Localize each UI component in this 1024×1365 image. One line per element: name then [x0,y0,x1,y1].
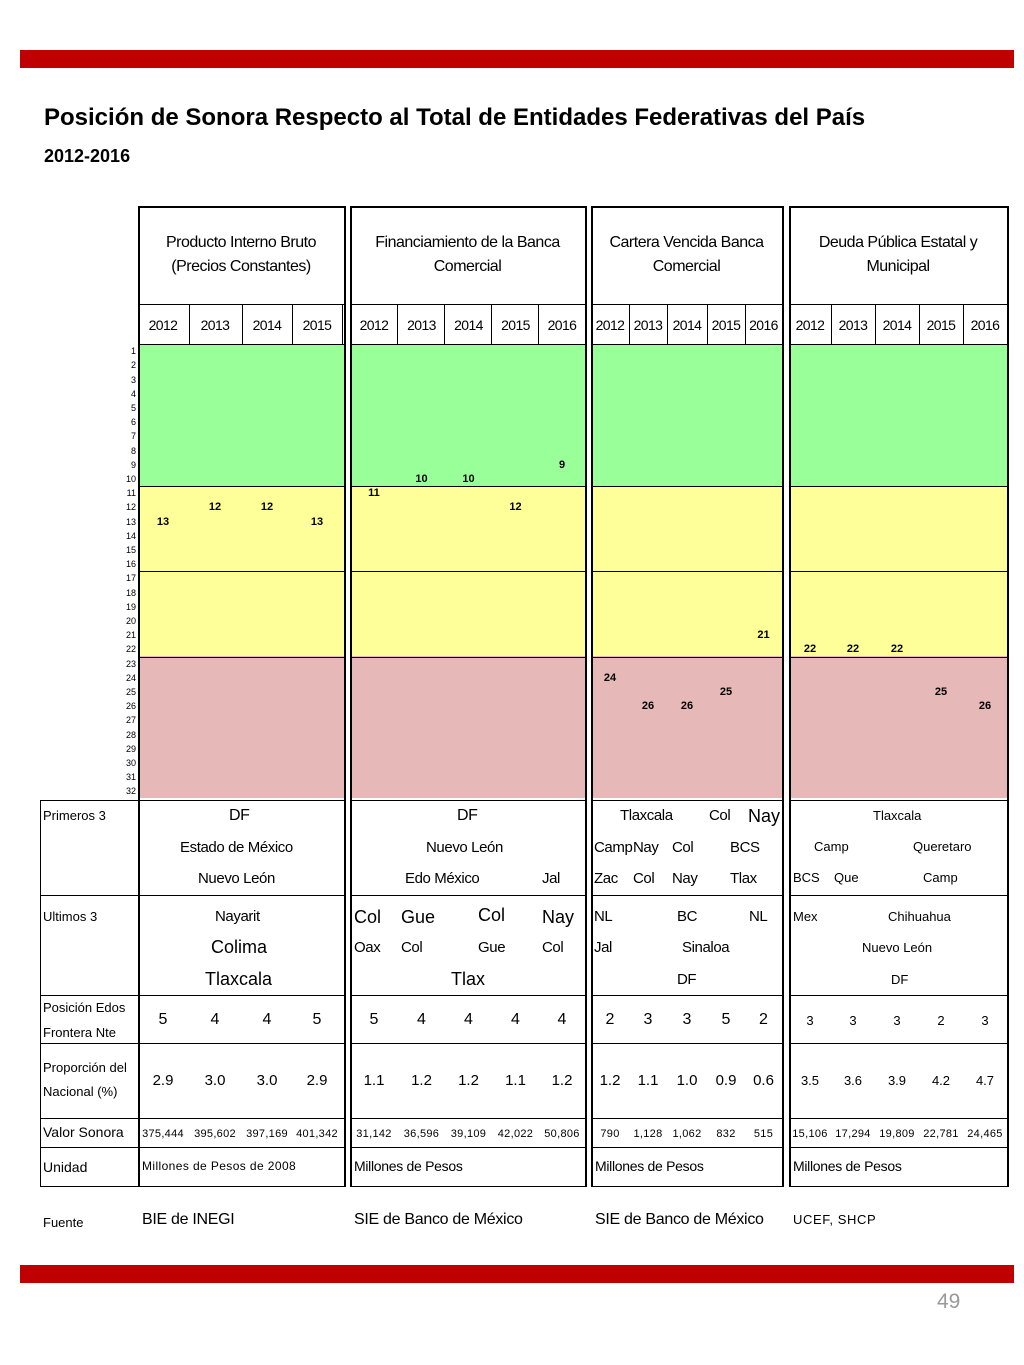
cart-ultimos-4: Jal [594,939,612,956]
cart-primeros-11: Tlax [730,870,757,887]
rank-axis-label: 14 [125,530,136,541]
cart-primeros-6: Col [672,839,694,856]
panel-top-border [591,206,782,208]
row-divider [350,1186,587,1187]
fin-ultimos-1: Col [354,907,382,927]
fin-rank-marker: 10 [415,472,428,485]
deuda-header-line-2: Municipal [866,258,930,275]
deuda-valor-value: 15,106 [792,1128,828,1140]
rank-axis-label: 20 [125,615,136,626]
panel-right-border [782,206,784,1186]
row-divider [138,995,346,996]
cart-year-2012: 2012 [595,317,625,333]
fin-primeros-1: DF [457,807,478,824]
cart-ultimos-2: BC [677,908,698,925]
pib-proporcion-value: 3.0 [256,1072,278,1089]
rank-axis-label: 30 [125,757,136,768]
cart-posicion-value: 2 [759,1011,768,1028]
deuda-primeros-5: Que [834,870,859,885]
rank-axis-label: 31 [125,772,136,783]
deuda-primeros-3: Queretaro [913,839,972,854]
pib-year-2015: 2015 [302,317,332,333]
row-label-ultimos: Ultimos 3 [43,909,98,924]
year-divider [342,304,343,344]
deuda-proporcion-value: 4.7 [975,1073,995,1088]
fin-valor-value: 39,109 [450,1128,487,1140]
deuda-rank-marker: 22 [846,643,860,656]
fin-header-line-2: Comercial [433,258,502,275]
cart-valor-value: 515 [753,1128,774,1140]
row-label-fuente: Fuente [43,1215,84,1230]
rank-axis-label: 2 [130,360,136,371]
rank-axis-label: 6 [130,417,136,428]
panel-left-border [789,206,791,1186]
cart-ultimos-1: NL [594,908,613,925]
row-divider [350,1118,587,1119]
rank-axis-label: 18 [125,587,136,598]
deuda-ultimos-1: Mex [793,909,818,924]
pib-year-2013: 2013 [200,317,230,333]
cart-primeros-7: BCS [730,839,760,856]
cart-posicion-value: 3 [643,1011,653,1028]
cart-ultimos-3: NL [749,908,768,925]
cart-primeros-9: Col [633,870,655,887]
fin-year-2013: 2013 [407,317,436,333]
fin-proporcion-value: 1.1 [505,1072,526,1089]
rank-band-green [138,344,344,486]
label-row-divider [40,1147,138,1148]
cart-valor-value: 790 [600,1128,620,1140]
fin-ultimos-9: Tlax [451,969,486,989]
cart-year-2013: 2013 [633,317,663,333]
row-divider [789,1147,1009,1148]
rank-axis-label: 25 [125,686,136,697]
panel-right-border [1007,206,1009,1186]
deuda-rank-marker: 22 [803,643,817,656]
fin-proporcion-value: 1.1 [363,1072,385,1089]
cart-unidad: Millones de Pesos [595,1158,704,1174]
label-row-divider [40,1186,138,1187]
fin-rank-marker: 12 [509,501,522,514]
year-row-border [591,304,782,305]
row-divider [350,800,587,801]
band-divider [350,571,585,572]
cart-proporcion-value: 1.1 [637,1072,659,1089]
row-label-valor: Valor Sonora [43,1124,124,1140]
fin-primeros-2: Nuevo León [426,839,503,856]
rank-axis-label: 19 [125,601,136,612]
year-row-bottom [350,344,585,345]
band-divider [138,486,344,487]
deuda-year-2016: 2016 [970,317,1000,333]
pib-proporcion-value: 2.9 [152,1072,174,1089]
rank-axis-label: 10 [125,473,136,484]
pib-ultimos-1: Nayarit [215,908,260,925]
fin-posicion-value: 4 [417,1011,426,1028]
fin-ultimos-4: Nay [542,907,575,927]
cart-rank-marker: 24 [603,671,617,684]
cart-header-line-2: Comercial [652,258,721,275]
pib-posicion-value: 5 [312,1011,322,1028]
cart-proporcion-value: 1.2 [599,1072,621,1089]
band-divider [789,657,1007,658]
deuda-posicion-value: 3 [893,1013,901,1028]
pib-rank-marker: 13 [156,515,170,528]
pib-posicion-value: 4 [262,1011,272,1028]
deuda-rank-marker: 26 [978,700,992,713]
rank-axis-label: 24 [125,672,136,683]
fin-ultimos-7: Gue [478,939,506,956]
row-divider [789,1043,1009,1044]
row-label-proporcion-1: Proporción del [43,1060,127,1075]
cart-ultimos-6: DF [677,971,697,988]
cart-primeros-10: Nay [672,870,698,887]
deuda-valor-value: 22,781 [923,1128,959,1140]
deuda-valor-value: 24,465 [967,1128,1003,1140]
rank-axis-label: 22 [125,644,136,655]
deuda-proporcion-value: 3.6 [843,1073,863,1088]
pib-primeros-1: DF [229,807,250,824]
band-divider [138,657,344,658]
row-divider [138,895,346,896]
cart-primeros-4: Camp [594,839,633,856]
pib-unidad: Millones de Pesos de 2008 [142,1159,297,1173]
cart-posicion-value: 2 [605,1011,615,1028]
panel-right-border [585,206,587,1186]
rank-axis-label: 5 [130,402,136,413]
row-divider [138,1043,346,1044]
row-label-posicion-2: Frontera Nte [43,1025,116,1040]
fin-ultimos-6: Col [401,939,423,956]
deuda-valor-value: 17,294 [835,1128,871,1140]
rank-axis-label: 11 [126,488,136,499]
deuda-posicion-value: 2 [937,1013,945,1028]
fin-proporcion-value: 1.2 [458,1072,479,1089]
cart-year-2015: 2015 [711,317,741,333]
fin-year-2015: 2015 [501,317,530,333]
deuda-primeros-1: Tlaxcala [873,808,922,823]
fin-rank-marker: 9 [558,458,566,471]
pib-proporcion-value: 2.9 [306,1072,328,1089]
fin-ultimos-3: Col [478,905,506,925]
rank-axis-label: 27 [125,715,136,726]
pib-posicion-value: 5 [158,1011,168,1028]
band-divider [789,571,1007,572]
fin-unidad: Millones de Pesos [354,1158,463,1174]
rank-axis-label: 23 [125,658,136,669]
deuda-proporcion-value: 3.9 [887,1073,907,1088]
deuda-rank-marker: 22 [890,643,904,656]
cart-year-2016: 2016 [749,317,778,333]
deuda-proporcion-value: 3.5 [800,1073,820,1088]
row-divider [789,995,1009,996]
label-row-divider [40,1118,138,1119]
rank-axis-label: 17 [125,573,136,584]
cart-primeros-2: Col [709,807,731,824]
rank-axis-label: 16 [125,559,136,570]
row-divider [350,1043,587,1044]
pib-valor-value: 375,444 [142,1128,184,1140]
row-divider [789,1118,1009,1119]
cart-proporcion-value: 0.6 [753,1072,774,1089]
row-divider [591,895,784,896]
pib-header-line-2: (Precios Constantes) [171,258,311,275]
pib-rank-marker: 12 [208,501,222,514]
fin-posicion-value: 4 [464,1011,473,1028]
rank-axis-label: 26 [125,701,136,712]
band-divider [789,486,1007,487]
band-divider [591,657,782,658]
panel-top-border [138,206,344,208]
row-divider [591,1118,784,1119]
pib-rank-marker: 13 [310,515,324,528]
label-col-left-border [40,800,41,1186]
row-divider [138,1186,346,1187]
rank-axis-label: 7 [130,431,136,442]
label-col-divider [40,800,138,801]
page-title: Posición de Sonora Respecto al Total de Entidades Federativas del País [44,104,866,131]
row-label-proporcion-2: Nacional (%) [43,1084,118,1099]
row-divider [789,895,1009,896]
fin-header-line-1: Financiamiento de la Banca [375,234,560,251]
rank-band-red [138,656,344,798]
fin-ultimos-5: Oax [354,939,381,956]
deuda-rank-marker: 25 [934,685,948,698]
fin-posicion-value: 5 [369,1011,379,1028]
fin-ultimos-2: Gue [401,907,436,927]
row-divider [591,1043,784,1044]
year-row-border [350,304,585,305]
pib-rank-marker: 12 [260,501,274,514]
fin-year-2012: 2012 [359,317,389,333]
cart-rank-marker: 25 [719,685,733,698]
deuda-valor-value: 19,809 [879,1128,915,1140]
pib-valor-value: 395,602 [194,1128,236,1140]
label-row-divider [40,895,138,896]
row-divider [789,800,1009,801]
pib-ultimos-2: Colima [211,937,268,957]
pib-year-2014: 2014 [252,317,282,333]
cart-fuente: SIE de Banco de México [595,1211,764,1228]
row-divider [350,995,587,996]
row-label-primeros: Primeros 3 [43,808,106,823]
rank-axis-label: 8 [130,445,136,456]
cart-primeros-1: Tlaxcala [620,807,673,824]
fin-valor-value: 50,806 [544,1128,580,1140]
cart-ultimos-5: Sinaloa [682,939,730,956]
deuda-primeros-4: BCS [793,870,820,885]
row-divider [789,1186,1009,1187]
rank-axis-label: 4 [130,388,136,399]
deuda-ultimos-2: Chihuahua [888,909,951,924]
pib-year-2012: 2012 [148,317,178,333]
fin-year-2014: 2014 [454,317,483,333]
year-row-border [789,304,1007,305]
cart-proporcion-value: 1.0 [676,1072,698,1089]
cart-valor-value: 1,062 [672,1128,702,1140]
rank-axis-label: 3 [130,374,136,385]
pib-fuente: BIE de INEGI [142,1211,235,1228]
band-divider [591,486,782,487]
year-row-bottom [789,344,1007,345]
fin-rank-marker: 10 [462,472,475,485]
panel-top-border [789,206,1007,208]
row-divider [138,800,346,801]
fin-valor-value: 31,142 [356,1128,392,1140]
row-divider [350,895,587,896]
row-divider [591,1147,784,1148]
row-divider [591,800,784,801]
fin-proporcion-value: 1.2 [411,1072,432,1089]
pib-proporcion-value: 3.0 [204,1072,226,1089]
cart-year-2014: 2014 [672,317,702,333]
row-divider [591,1186,784,1187]
panel-right-border [344,206,346,1186]
rank-band-red [789,656,1007,798]
fin-primeros-3: Edo México [405,870,480,887]
row-label-unidad: Unidad [43,1159,88,1175]
page-subtitle: 2012-2016 [44,146,131,166]
deuda-fuente: UCEF, SHCP [793,1212,877,1227]
rank-axis-label: 15 [125,544,136,555]
panel-top-border [350,206,585,208]
band-divider [138,571,344,572]
pib-valor-value: 401,342 [296,1128,338,1140]
cart-rank-marker: 26 [641,700,655,713]
deuda-header-line-1: Deuda Pública Estatal y [818,234,978,251]
rank-axis-label: 13 [125,516,136,527]
pib-header-line-1: Producto Interno Bruto [166,234,316,251]
year-row-bottom [591,344,782,345]
cart-valor-value: 832 [716,1128,736,1140]
fin-fuente: SIE de Banco de México [354,1211,523,1228]
row-label-posicion-1: Posición Edos [43,1000,126,1015]
cart-posicion-value: 3 [682,1011,692,1028]
rank-axis-label: 29 [125,743,136,754]
pib-posicion-value: 4 [210,1011,220,1028]
year-row-border [138,304,344,305]
rank-axis-label: 28 [125,729,136,740]
deuda-unidad: Millones de Pesos [793,1158,902,1174]
panel-left-border [350,206,352,1186]
deuda-primeros-6: Camp [923,870,958,885]
row-divider [138,1147,346,1148]
fin-primeros-4: Jal [542,870,560,887]
deuda-proporcion-value: 4.2 [931,1073,951,1088]
deuda-posicion-value: 3 [981,1013,989,1028]
rank-band-green [789,344,1007,486]
rank-band-red [350,656,585,798]
row-divider [350,1147,587,1148]
pib-valor-value: 397,169 [246,1128,288,1140]
fin-posicion-value: 4 [511,1011,520,1028]
band-divider [591,571,782,572]
deuda-posicion-value: 3 [849,1013,857,1028]
fin-ultimos-8: Col [542,939,564,956]
cart-rank-marker: 26 [680,700,694,713]
cart-header-line-1: Cartera Vencida Banca [609,234,764,251]
rank-axis-label: 21 [125,630,136,641]
fin-proporcion-value: 1.2 [551,1072,573,1089]
rank-axis-label: 32 [125,786,136,797]
deuda-year-2014: 2014 [882,317,912,333]
band-divider [350,657,585,658]
rank-band-green [591,344,782,486]
year-row-bottom [138,344,344,345]
fin-posicion-value: 4 [557,1011,567,1028]
top-brand-bar [20,50,1014,68]
cart-proporcion-value: 0.9 [715,1072,737,1089]
panel-left-border [591,206,593,1186]
cart-primeros-3: Nay [748,806,781,826]
panel-left-border [138,206,140,1186]
deuda-year-2012: 2012 [795,317,825,333]
cart-valor-value: 1,128 [633,1128,663,1140]
pib-primeros-3: Nuevo León [198,870,275,887]
deuda-ultimos-3: Nuevo León [862,940,933,955]
fin-year-2016: 2016 [547,317,577,333]
cart-posicion-value: 5 [721,1011,731,1028]
fin-valor-value: 36,596 [403,1128,440,1140]
cart-rank-marker: 21 [757,629,770,642]
row-divider [591,995,784,996]
cart-primeros-8: Zac [594,870,618,887]
rank-axis-label: 1 [130,346,136,357]
fin-rank-marker: 11 [368,487,380,500]
deuda-year-2013: 2013 [838,317,868,333]
deuda-ultimos-4: DF [891,972,909,987]
pib-ultimos-3: Tlaxcala [205,969,273,989]
deuda-posicion-value: 3 [806,1013,814,1028]
row-divider [138,1118,346,1119]
cart-primeros-5: Nay [633,839,659,856]
deuda-primeros-2: Camp [814,839,849,854]
deuda-year-2015: 2015 [926,317,956,333]
fin-valor-value: 42,022 [497,1128,534,1140]
rank-axis-label: 9 [130,459,136,470]
bottom-brand-bar [20,1265,1014,1283]
pib-primeros-2: Estado de México [180,839,293,856]
rank-axis-label: 12 [125,502,136,513]
page-number: 49 [937,1290,961,1313]
